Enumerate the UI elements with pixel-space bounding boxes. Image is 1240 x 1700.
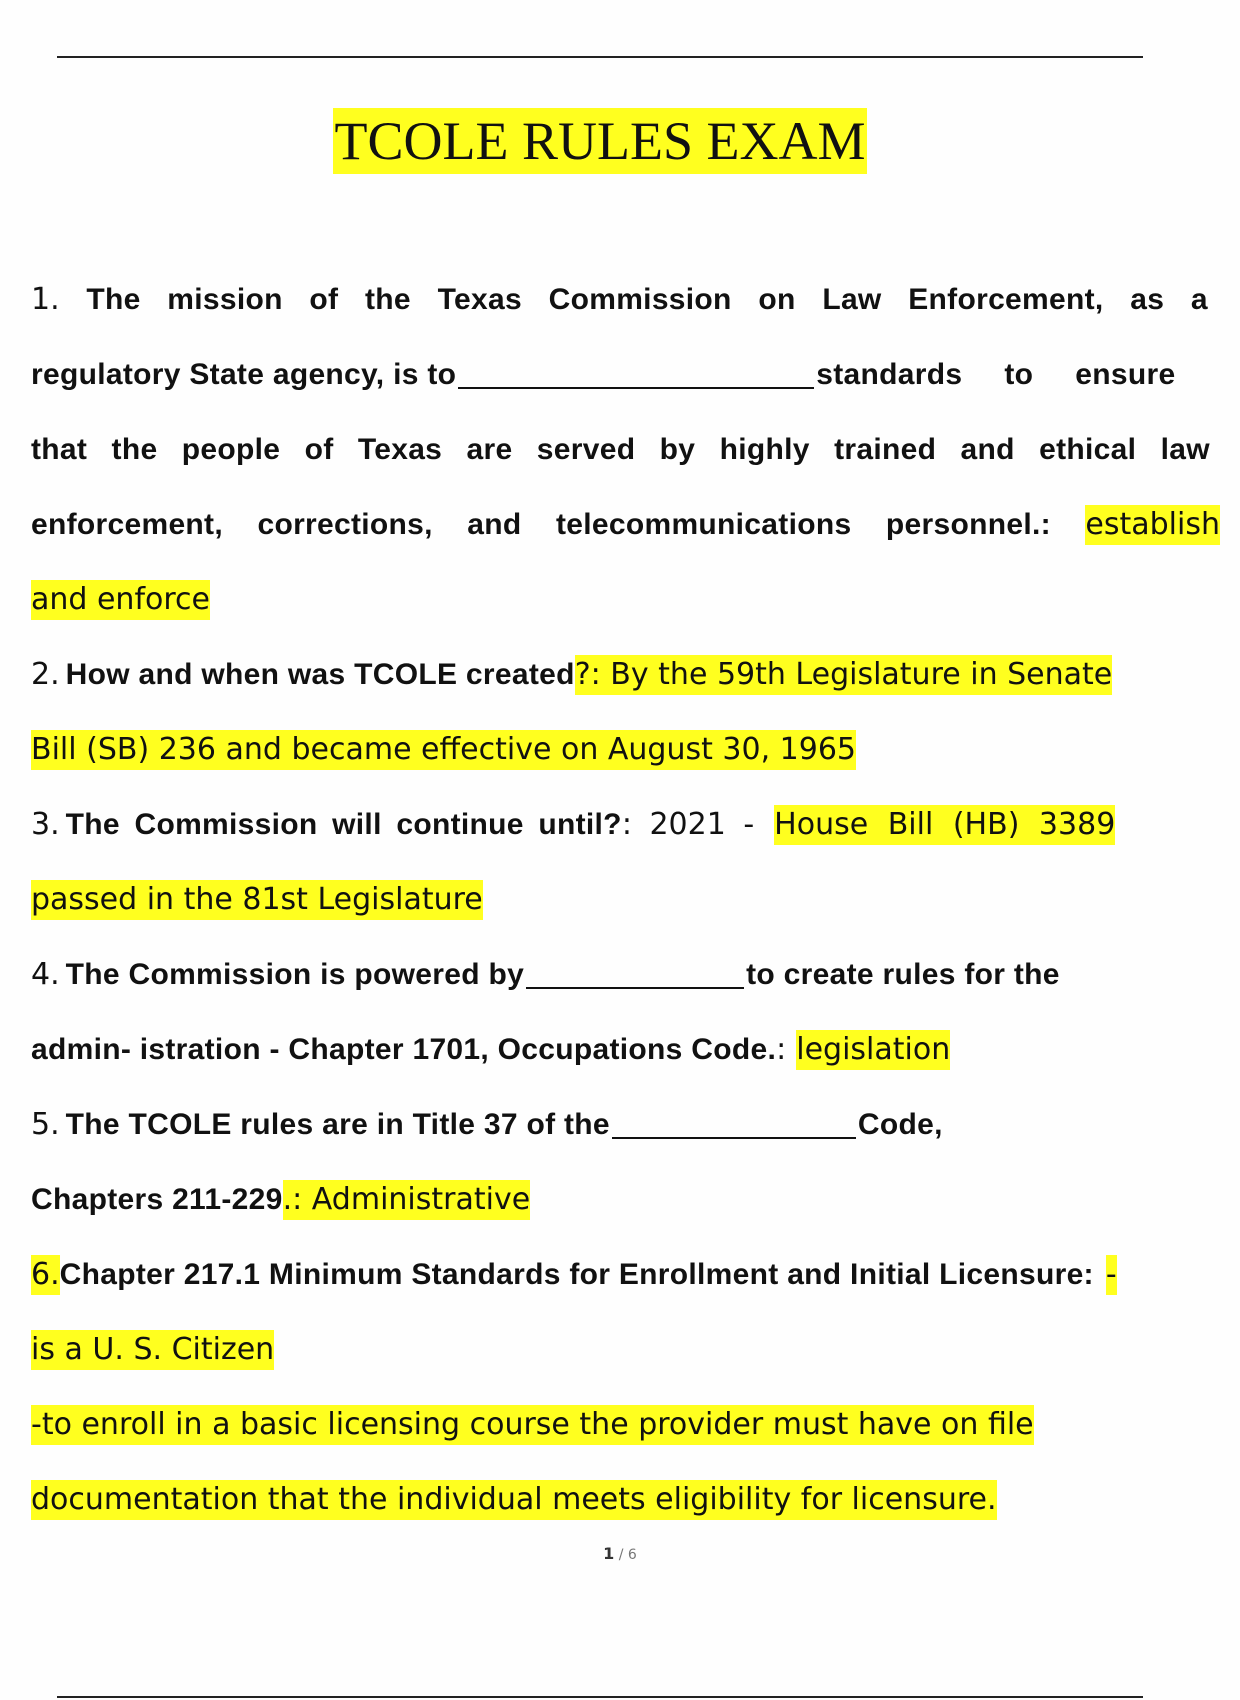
q1-word: the [111, 433, 158, 466]
q1-blank [458, 361, 814, 389]
q2-line1 [31, 637, 1200, 712]
q1-word: the [365, 283, 411, 316]
q6-answer-note-cont: documentation that the individual meets eligibility for licensure. [31, 1480, 997, 1520]
page-current: 1 [603, 1544, 615, 1563]
q1-word: Texas [437, 283, 522, 316]
page-total: 6 [627, 1547, 637, 1563]
q1-word: law [1160, 433, 1210, 466]
q1-word: ensure [1075, 358, 1176, 391]
q5-blank [612, 1111, 856, 1139]
q1-word: mission [167, 283, 283, 316]
q1-word: ethical [1039, 433, 1137, 466]
q1-word: on [758, 283, 796, 316]
q6-question: Chapter 217.1 Minimum Standards for Enrollment and Initial Licensure: [59, 1258, 1094, 1291]
page-separator: / [618, 1547, 624, 1563]
q5-post: Code, [857, 1108, 943, 1141]
q4-answer: legislation [796, 1030, 950, 1070]
q4-line1 [31, 937, 1200, 1012]
q4-text: admin- istration - Chapter 1701, Occupations Code. [31, 1033, 777, 1066]
q4-post: to create rules for the [746, 958, 1060, 991]
q2-answer: ?: By the 59th Legislature in Senate [575, 655, 1113, 695]
q5-text: Chapters 211-229 [31, 1183, 283, 1216]
q2-number: 2. [31, 657, 60, 692]
q1-text: regulatory State agency, is to [31, 358, 457, 391]
q2-line2 [31, 712, 1200, 787]
q3-line1 [31, 787, 1200, 862]
q3-number: 3. [31, 807, 60, 842]
q4-pre: The Commission is powered by [65, 958, 525, 991]
q3-answer-cont: passed in the 81st Legislature [31, 880, 483, 920]
q6-answer-note: -to enroll in a basic licensing course the provider must have on file [31, 1405, 1034, 1445]
q1-answer: establish [1085, 505, 1220, 545]
q1-word: Texas [357, 433, 443, 466]
top-rule [57, 56, 1143, 58]
q1-word: that [31, 433, 88, 466]
q1-word: to [1004, 358, 1034, 391]
q1-word: served [536, 433, 636, 466]
q1-line2 [31, 337, 1200, 412]
q5-pre: The TCOLE rules are in Title 37 of the [65, 1108, 610, 1141]
q1-number: 1. [31, 282, 60, 317]
q1-word: a [1190, 283, 1208, 316]
q3-plain: : 2021 - [621, 807, 755, 842]
q1-word: and [960, 433, 1015, 466]
q1-word: and [467, 508, 522, 541]
q4-number: 4. [31, 957, 60, 992]
q1-line5 [31, 562, 1200, 637]
q1-word: as [1130, 283, 1165, 316]
q1-answer-cont: and enforce [31, 580, 210, 620]
q1-word: The [86, 283, 141, 316]
q2-question: How and when was TCOLE created [65, 658, 575, 691]
q6-number: 6. [31, 1255, 60, 1295]
q5-number: 5. [31, 1107, 60, 1142]
q1-word: trained [834, 433, 937, 466]
q6-line2 [31, 1312, 1200, 1387]
q4-colon: : [776, 1032, 787, 1067]
q1-word: of [304, 433, 334, 466]
q6-answer: - [1106, 1255, 1117, 1295]
q1-word: are [466, 433, 513, 466]
q6-line3 [31, 1387, 1200, 1462]
q6-line4 [31, 1462, 1200, 1537]
q1-word: of [309, 283, 339, 316]
q1-line4 [31, 487, 1220, 562]
q1-word: Commission [548, 283, 732, 316]
q3-line2 [31, 862, 1200, 937]
q1-word: corrections, [257, 508, 433, 541]
q1-word: highly [719, 433, 810, 466]
exam-content [31, 262, 1220, 1537]
page-title: TCOLE RULES EXAM [333, 108, 868, 174]
q1-word: standards [816, 358, 963, 391]
q6-answer-cont: is a U. S. Citizen [31, 1330, 274, 1370]
q1-word: Law [822, 283, 882, 316]
q4-blank [526, 961, 744, 989]
bottom-rule [57, 1696, 1143, 1698]
q1-word: telecommunications [555, 508, 852, 541]
q1-line1 [31, 262, 1208, 337]
q5-line1 [31, 1087, 1200, 1162]
title-wrap [0, 108, 1200, 174]
q1-word: Enforcement, [908, 283, 1104, 316]
q1-word: personnel.: [885, 508, 1051, 541]
q3-answer: House Bill (HB) 3389 [774, 805, 1115, 845]
page-indicator [0, 1544, 1240, 1563]
q1-word: by [659, 433, 696, 466]
q1-word: people [181, 433, 281, 466]
q5-line2 [31, 1162, 1200, 1237]
q2-answer-cont: Bill (SB) 236 and became effective on August 30, 1965 [31, 730, 856, 770]
q6-line1 [31, 1237, 1200, 1312]
q1-word: enforcement, [31, 508, 223, 541]
q1-line3 [31, 412, 1210, 487]
q4-line2 [31, 1012, 1200, 1087]
q3-question: The Commission will continue until? [65, 808, 622, 841]
q5-answer: .: Administrative [283, 1180, 531, 1220]
